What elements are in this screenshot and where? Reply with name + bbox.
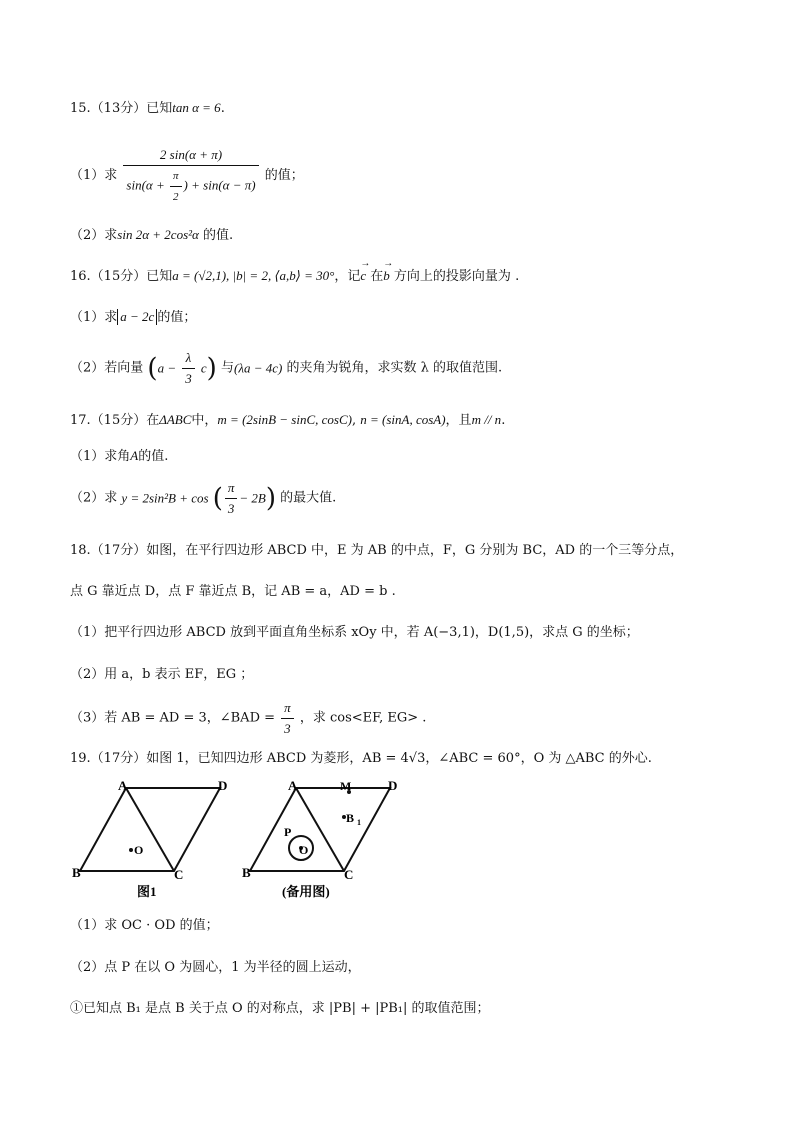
q18-line2: 点 G 靠近点 D，点 F 靠近点 B，记 AB = a，AD = b .: [70, 584, 396, 599]
q15-part1: （1）求 2 sin(α + π) sin(α + $\frac{\pi}{2}$ ) + sin(α − π) 的值；: [70, 145, 304, 191]
fig2-label-P: P: [284, 825, 292, 839]
q19-part2a: ①已知点 B₁ 是点 B 关于点 O 的对称点，求 |PB| + |PB₁| 的取值范围；: [70, 1001, 490, 1016]
q19-part2: （2）点 P 在以 O 为圆心，1 为半径的圆上运动，: [70, 960, 361, 975]
q15-part2: （2）求sin 2α + 2cos²α 的值.: [70, 227, 234, 243]
fig1-label-C: C: [174, 867, 184, 882]
fig2-label-M: M: [340, 779, 352, 793]
q17-part2: （2）求 y = 2sin²B + cos ( $\frac{\pi}{3}$ − 2B) 的最大值.: [70, 480, 337, 516]
q15-fraction: 2 sin(α + π) sin(α + $\frac{\pi}{2}$ ) + sin(α − π): [123, 145, 258, 207]
q18-part1: （1）把平行四边形 ABCD 放到平面直角坐标系 xOy 中，若 A(−3,1)，D(1,5)，求点 G 的坐标；: [70, 625, 639, 640]
q18-part3: （3）若 AB = AD = 3，∠BAD = $\frac{\pi}{3}$ ，求 cos<EF, EG> .: [70, 700, 427, 736]
fig1-label-B: B: [72, 865, 81, 880]
figure-1: [70, 778, 240, 908]
q18-part2: （2）用 a，b 表示 EF，EG ；: [70, 667, 254, 682]
fig1-caption: 图1: [137, 884, 157, 899]
fig2-label-C: C: [344, 867, 354, 882]
fig2-label-O: O: [299, 843, 309, 857]
q16-part1: （1）求 a − 2c 的值；: [70, 309, 197, 325]
q16-part2: （2）若向量 (a − $\frac{\lambda}{3}$ c) 与(λa − 4c) 的夹角为锐角，求实数 λ 的取值范围.: [70, 350, 503, 386]
fig1-label-A: A: [118, 778, 128, 793]
q19-part1: （1）求 OC · OD 的值；: [70, 918, 219, 933]
q18-line1: 18.（17分）如图，在平行四边形 ABCD 中，E 为 AB 的中点，F，G 分别为 BC，AD 的一个三等分点，: [70, 543, 684, 558]
svg-text:1: 1: [357, 818, 361, 827]
q17-part1: （1）求角A的值.: [70, 448, 169, 464]
fig2-caption: (备用图): [282, 884, 330, 899]
figure-backup: [240, 778, 410, 908]
fig1-label-O: O: [134, 843, 144, 857]
fig2-label-A: A: [288, 778, 298, 793]
q17-header: 17.（15分）在ΔABC中，m = (2sinB − sinC, cosC), n = (sinA, cosA)，且m // n.: [70, 412, 506, 428]
q16-header: 16.（15分）已知a = (√2,1), |b| = 2, ⟨a,b⟩ = 30°，记→ c 在→ b 方向上的投影向量为 .: [70, 266, 519, 287]
fig2-label-B: B: [242, 865, 251, 880]
fig2-label-D: D: [388, 778, 398, 793]
q15-header: 15.（13分）已知tan α = 6.: [70, 100, 225, 116]
fig2-label-B1: B: [346, 811, 355, 825]
fig1-label-D: D: [218, 778, 228, 793]
q19-line1: 19.（17分）如图 1，已知四边形 ABCD 为菱形，AB = 4√3，∠ABC = 60°，O 为 △ABC 的外心.: [70, 751, 652, 766]
q15-given: tan α = 6: [172, 100, 221, 115]
